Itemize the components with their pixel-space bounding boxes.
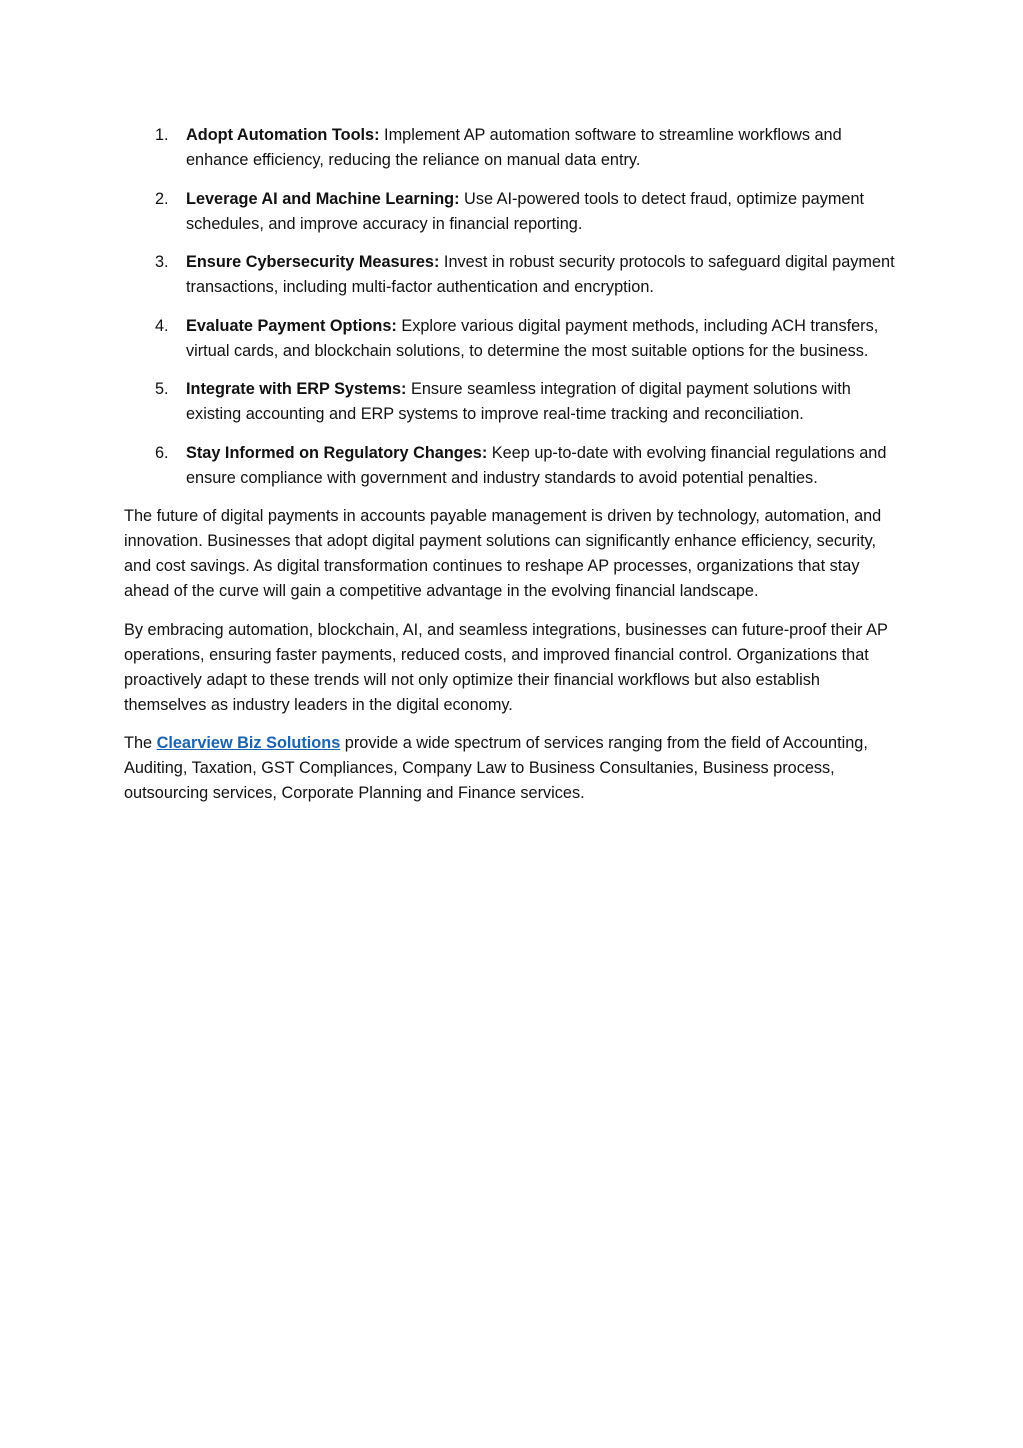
closing-suffix: provide a wide spectrum of services ranging from the field of Accounting, Auditing, Taxation, GST Compliances, Company Law to Business Consultanies, Business process, outsourcing services, Corporate Planning and Finance services.	[124, 734, 868, 802]
list-item	[124, 123, 902, 173]
list-item-term: Adopt Automation Tools:	[186, 126, 380, 144]
list-item-text: Invest in robust security protocols to safeguard digital payment transactions, including multi-factor authentication and encryption.	[186, 253, 895, 296]
list-number: 6.	[155, 443, 169, 462]
list-number: 1.	[155, 126, 169, 144]
recommendations-list	[124, 123, 902, 491]
list-item-text: Ensure seamless integration of digital payment solutions with existing accounting and ERP systems to improve real-time tracking and reconciliation.	[186, 380, 851, 423]
list-item-text: Keep up-to-date with evolving financial regulations and ensure compliance with government and industry standards to avoid potential penalties.	[186, 443, 887, 487]
list-item-term: Ensure Cybersecurity Measures:	[186, 253, 440, 271]
list-number: 3.	[155, 253, 169, 271]
list-item-text: Use AI-powered tools to detect fraud, optimize payment schedules, and improve accuracy in financial reporting.	[186, 189, 865, 233]
list-number: 5.	[155, 380, 169, 398]
list-item	[124, 441, 902, 491]
list-item	[124, 314, 902, 364]
list-item-text: Implement AP automation software to streamline workflows and enhance efficiency, reducing the reliance on manual data entry.	[186, 126, 842, 169]
list-number: 2.	[155, 189, 169, 208]
list-item-term: Stay Informed on Regulatory Changes:	[186, 443, 488, 462]
list-item	[124, 187, 902, 237]
future-paragraph: The future of digital payments in accounts payable management is driven by technology, automation, and innovation. Businesses that adopt digital payment solutions can significantly enhance efficiency, security, and cost savings. As digital transformation continues to reshape AP processes, organizations that stay ahead of the curve will gain a competitive advantage in the evolving financial landscape.	[124, 507, 882, 600]
document-page	[124, 123, 902, 820]
list-item-term: Evaluate Payment Options:	[186, 316, 397, 335]
clearview-biz-solutions-link[interactable]: Clearview Biz Solutions	[156, 734, 341, 752]
list-item-term: Integrate with ERP Systems:	[186, 380, 407, 398]
list-item-text: Explore various digital payment methods, including ACH transfers, virtual cards, and blockchain solutions, to determine the most suitable options for the business.	[186, 316, 879, 360]
list-item	[124, 250, 902, 300]
closing-prefix: The	[124, 734, 157, 752]
list-item	[124, 377, 902, 427]
list-item-term: Leverage AI and Machine Learning:	[186, 189, 460, 208]
list-number: 4.	[155, 316, 169, 335]
closing-paragraph	[124, 731, 902, 806]
embracing-paragraph: By embracing automation, blockchain, AI, and seamless integrations, businesses can future-proof their AP operations, ensuring faster payments, reduced costs, and improved financial control. Organizations that proactively adapt to these trends will not only optimize their financial workflows but also establish themselves as industry leaders in the digital economy.	[124, 620, 888, 714]
